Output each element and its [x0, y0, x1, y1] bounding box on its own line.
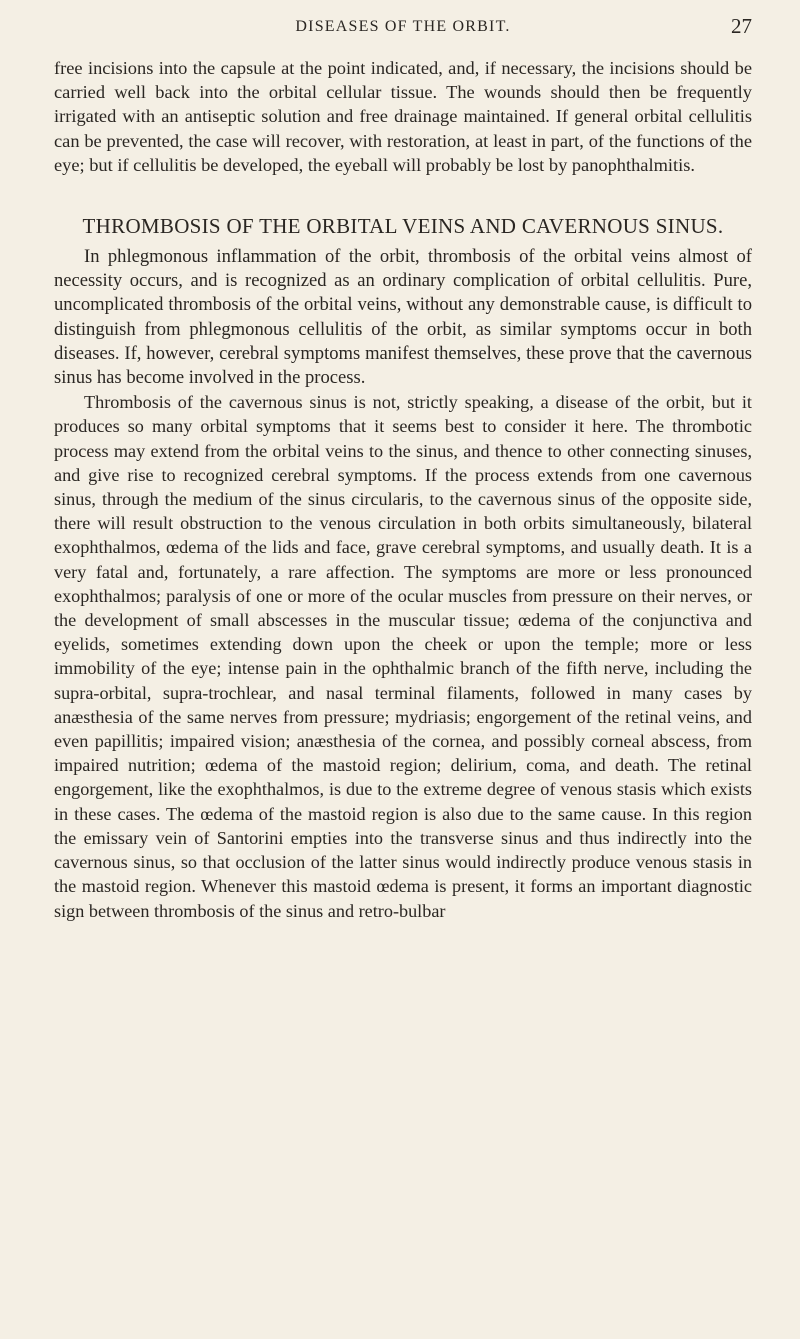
section-heading: THROMBOSIS OF THE ORBITAL VEINS AND CAVERNOUS SINUS.: [82, 214, 724, 239]
book-page: [0, 14, 800, 1339]
running-head: [54, 14, 752, 40]
paragraph-cavernous-sinus: Thrombosis of the cavernous sinus is not, strictly speaking, a disease of the orbit, but it produces so many orbital symptoms that it seems best to consider it here. The thrombotic process may extend from the orbital veins to the sinus, and thence to other connecting sinuses, and give rise to recognized cerebral symptoms. If the process extends from one cavernous sinus, through the medium of the sinus circularis, to the cavernous sinus of the opposite side, there will result obstruction to the venous circulation in both orbits simultaneously, bilateral exophthalmos, œdema of the lids and face, grave cerebral symptoms, and usually death. It is a very fatal and, fortunately, a rare affection. The symptoms are more or less pronounced exophthalmos; paralysis of one or more of the ocular muscles from pressure on their nerves, or the development of small abscesses in the muscular tissue; œdema of the conjunctiva and eyelids, sometimes extending down upon the cheek or upon the temple; more or less immobility of the eye; intense pain in the ophthalmic branch of the fifth nerve, including the supra-orbital, supra-trochlear, and nasal terminal filaments, followed in many cases by anæsthesia of the same nerves from pressure; mydriasis; engorgement of the retinal veins, and even papillitis; impaired vision; anæsthesia of the cornea, and possibly corneal abscess, from impaired nutrition; œdema of the mastoid region; delirium, coma, and death. The retinal engorgement, like the exophthalmos, is due to the extreme degree of venous stasis which exists in these cases. The œdema of the mastoid region is also due to the same cause. In this region the emissary vein of Santorini empties into the transverse sinus and thus indirectly into the cavernous sinus, so that occlusion of the latter sinus would indirectly produce venous stasis in the mastoid region. Whenever this mastoid œdema is present, it forms an important diagnostic sign between thrombosis of the sinus and retro-bulbar: [54, 392, 752, 921]
page-number: 27: [731, 14, 752, 38]
paragraph-intro: In phlegmonous inflammation of the orbit, thrombosis of the orbital veins almost of necessity occurs, and is recognized as an ordinary complication of orbital cellulitis. Pure, uncomplicated thrombosis of the orbital veins, without any demonstrable cause, is difficult to distinguish from phlegmonous cellulitis of the orbit, as similar symptoms occur in both diseases. If, however, cerebral symptoms manifest themselves, these prove that the cavernous sinus has become involved in the process.: [54, 246, 752, 389]
running-head-title: DISEASES OF THE ORBIT.: [295, 18, 511, 35]
paragraph-continuation: free incisions into the capsule at the point indicated, and, if necessary, the incisions should be carried well back into the orbital cellular tissue. The wounds should then be frequently irrigated with an antiseptic solution and free drainage maintained. If general orbital cellulitis can be prevented, the case will recover, with restoration, at least in part, of the functions of the eye; but if cellulitis be developed, the eyeball will probably be lost by panophthalmitis.: [54, 58, 752, 175]
